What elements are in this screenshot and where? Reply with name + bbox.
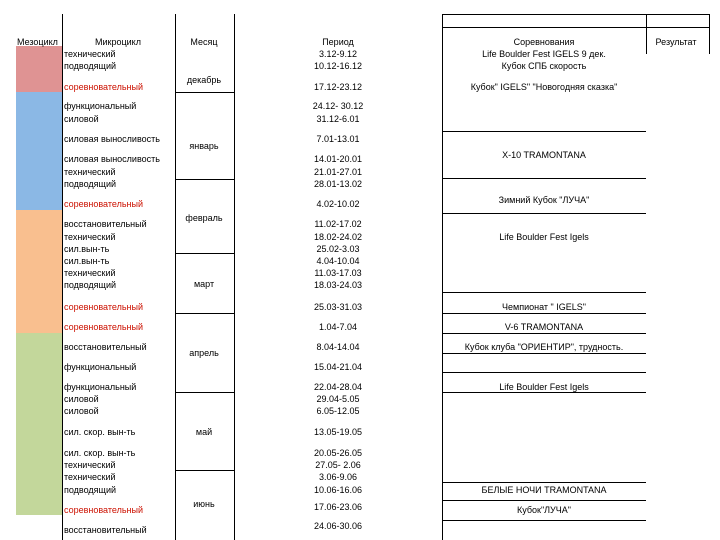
period-item: 24.12- 30.12 <box>312 101 364 111</box>
microcycle-item: технический <box>64 167 116 177</box>
header-microcycle: Микроцикл <box>95 37 141 47</box>
grid-h-comp-10 <box>442 482 646 483</box>
month-label: июнь <box>193 499 215 509</box>
period-item: 7.01-13.01 <box>316 134 360 144</box>
grid-h-month-4 <box>175 313 234 314</box>
grid-h-comp-1 <box>442 131 646 132</box>
mesocycle-band-blue <box>16 92 62 210</box>
month-label: май <box>195 427 213 437</box>
microcycle-item: силовая выносливость <box>64 134 160 144</box>
grid-h-top <box>442 14 710 15</box>
microcycle-item: соревновательный <box>64 82 143 92</box>
period-item: 3.12-9.12 <box>318 49 358 59</box>
grid-v-period <box>442 14 443 540</box>
competition-item: БЕЛЫЕ НОЧИ TRAMONTANA <box>481 485 607 495</box>
microcycle-item: восстановительный <box>64 525 147 535</box>
period-item: 22.04-28.04 <box>313 382 363 392</box>
grid-v-result <box>646 14 647 54</box>
microcycle-item: функциональный <box>64 362 137 372</box>
grid-h-comp-11 <box>442 500 646 501</box>
grid-h-comp-4 <box>442 292 646 293</box>
period-item: 8.04-14.04 <box>316 342 360 352</box>
period-item: 4.02-10.02 <box>316 199 360 209</box>
period-item: 10.06-16.06 <box>313 485 363 495</box>
competition-item: Life Boulder Fest Igels <box>499 232 589 242</box>
grid-h-comp-6 <box>442 333 646 334</box>
microcycle-item: соревновательный <box>64 302 143 312</box>
period-item: 13.05-19.05 <box>313 427 363 437</box>
period-item: 25.02-3.03 <box>316 244 360 254</box>
header-period: Период <box>322 37 354 47</box>
microcycle-item: силовая выносливость <box>64 154 160 164</box>
period-item: 21.01-27.01 <box>313 167 363 177</box>
period-item: 29.04-5.05 <box>316 394 360 404</box>
grid-v-right <box>709 14 710 54</box>
competition-item: Кубок"ЛУЧА" <box>517 505 571 515</box>
month-label: февраль <box>185 213 223 223</box>
competition-item: Life Boulder Fest Igels <box>499 382 589 392</box>
period-item: 15.04-21.04 <box>313 362 363 372</box>
microcycle-item: технический <box>64 268 116 278</box>
header-month: Месяц <box>190 37 218 47</box>
grid-h-comp-7 <box>442 353 646 354</box>
mesocycle-band-orange <box>16 210 62 333</box>
grid-v-left <box>62 14 63 540</box>
period-item: 17.06-23.06 <box>313 502 363 512</box>
period-item: 20.05-26.05 <box>313 448 363 458</box>
period-item: 27.05- 2.06 <box>315 460 361 470</box>
period-item: 4.04-10.04 <box>316 256 360 266</box>
microcycle-item: сил. скор. вын-ть <box>64 427 136 437</box>
competition-item: Кубок" IGELS" "Новогодняя сказка" <box>470 82 618 92</box>
grid-h-comp-2 <box>442 178 646 179</box>
mesocycle-band-pink <box>16 46 62 92</box>
header-result: Результат <box>655 37 697 47</box>
microcycle-item: технический <box>64 460 116 470</box>
grid-h-month-2 <box>175 179 234 180</box>
competition-item: Кубок СПБ скорость <box>501 61 587 71</box>
microcycle-item: подводящий <box>64 485 117 495</box>
period-item: 24.06-30.06 <box>313 521 363 531</box>
period-item: 17.12-23.12 <box>313 82 363 92</box>
microcycle-item: соревновательный <box>64 505 143 515</box>
microcycle-item: восстановительный <box>64 219 147 229</box>
month-label: март <box>193 279 215 289</box>
microcycle-item: сил.вын-ть <box>64 256 110 266</box>
grid-h-header <box>442 27 710 28</box>
microcycle-item: силовой <box>64 406 99 416</box>
microcycle-item: восстановительный <box>64 342 147 352</box>
period-item: 10.12-16.12 <box>313 61 363 71</box>
microcycle-item: силовой <box>64 394 99 404</box>
period-item: 11.02-17.02 <box>314 219 362 229</box>
microcycle-item: технический <box>64 472 116 482</box>
microcycle-item: соревновательный <box>64 322 143 332</box>
period-item: 25.03-31.03 <box>313 302 363 312</box>
header-competitions: Соревнования <box>513 37 575 47</box>
grid-h-comp-5 <box>442 313 646 314</box>
grid-h-month-5 <box>175 392 234 393</box>
grid-h-comp-12 <box>442 520 646 521</box>
period-item: 18.02-24.02 <box>313 232 363 242</box>
grid-h-month-6 <box>175 470 234 471</box>
competition-item: Life Boulder Fest IGELS 9 дек. <box>482 49 606 59</box>
microcycle-item: функциональный <box>64 382 137 392</box>
microcycle-item: подводящий <box>64 280 117 290</box>
month-label: апрель <box>189 348 219 358</box>
period-item: 6.05-12.05 <box>316 406 360 416</box>
period-item: 28.01-13.02 <box>313 179 363 189</box>
grid-h-comp-8 <box>442 372 646 373</box>
microcycle-item: функциональный <box>64 101 137 111</box>
microcycle-item: подводящий <box>64 61 117 71</box>
microcycle-item: подводящий <box>64 179 117 189</box>
competition-item: V-6 TRAMONTANA <box>504 322 584 332</box>
grid-h-month-1 <box>175 92 234 93</box>
competition-item: Чемпионат " IGELS" <box>502 302 586 312</box>
period-item: 31.12-6.01 <box>316 114 360 124</box>
grid-h-month-3 <box>175 253 234 254</box>
period-item: 3.06-9.06 <box>318 472 358 482</box>
competition-item: X-10 TRAMONTANA <box>502 150 586 160</box>
microcycle-item: сил. скор. вын-ть <box>64 448 136 458</box>
microcycle-item: соревновательный <box>64 199 143 209</box>
grid-h-comp-9 <box>442 392 646 393</box>
grid-v-month <box>234 14 235 540</box>
microcycle-item: технический <box>64 49 116 59</box>
period-item: 11.03-17.03 <box>314 268 362 278</box>
month-label: январь <box>189 141 219 151</box>
mesocycle-band-green <box>16 333 62 515</box>
month-label: декабрь <box>186 75 222 85</box>
competition-item: Зимний Кубок "ЛУЧА" <box>498 195 590 205</box>
grid-h-comp-3 <box>442 213 646 214</box>
microcycle-item: технический <box>64 232 116 242</box>
period-item: 18.03-24.03 <box>313 280 363 290</box>
microcycle-item: сил.вын-ть <box>64 244 110 254</box>
period-item: 14.01-20.01 <box>313 154 363 164</box>
competition-item: Кубок клуба "ОРИЕНТИР", трудность. <box>464 342 624 352</box>
period-item: 1.04-7.04 <box>318 322 358 332</box>
header-mesocycle: Мезоцикл <box>17 37 58 47</box>
microcycle-item: силовой <box>64 114 99 124</box>
